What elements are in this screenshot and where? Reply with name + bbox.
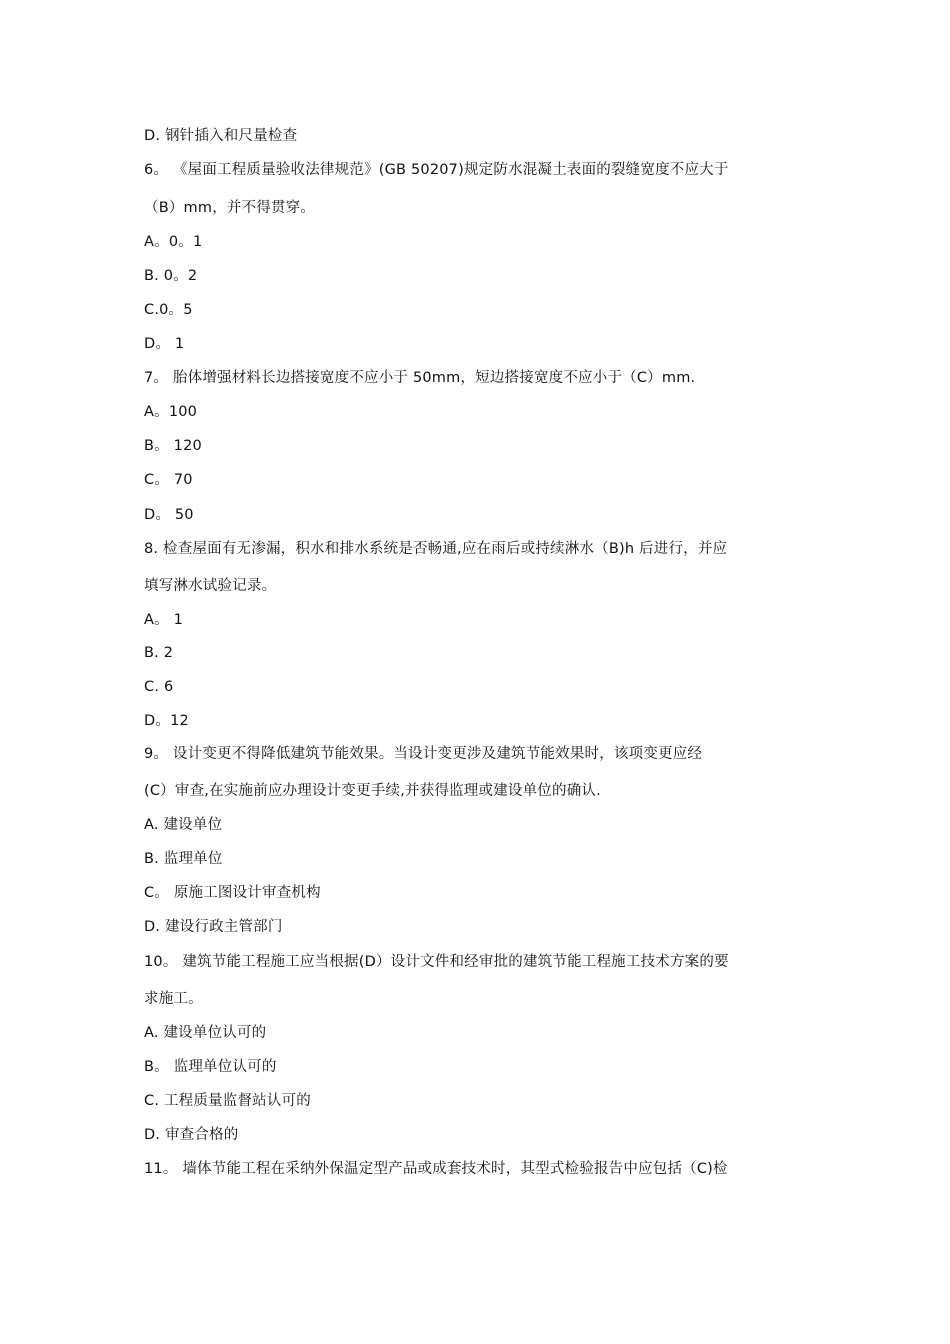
text-line-question-6-cont: （B）mm，并不得贯穿。 (144, 200, 316, 216)
text-line-option-a-q10: A. 建设单位认可的 (144, 1025, 267, 1041)
text-line-question-6: 6。 《屋面工程质量验收法律规范》(GB 50207)规定防水混凝土表面的裂缝宽度不应大于 (144, 162, 729, 178)
text-line-option-d-q10: D. 审查合格的 (144, 1127, 239, 1143)
text-line-question-8-cont: 填写淋水试验记录。 (144, 578, 277, 594)
text-line-option-a-q7: A。100 (144, 404, 198, 420)
text-line-question-7: 7。 胎体增强材料长边搭接宽度不应小于 50mm，短边搭接宽度不应小于（C）mm. (144, 370, 696, 386)
text-line-option-c-q9: C。 原施工图设计审查机构 (144, 885, 321, 901)
text-line-option-c-q8: C. 6 (144, 679, 174, 695)
text-line-option-d-q5: D. 钢针插入和尺量检查 (144, 128, 298, 144)
text-line-question-10-cont: 求施工。 (144, 991, 203, 1007)
text-line-option-b-q6: B. 0。2 (144, 268, 198, 284)
text-line-option-c-q6: C.0。5 (144, 302, 193, 318)
text-line-option-b-q10: B。 监理单位认可的 (144, 1059, 277, 1075)
text-line-question-11: 11。 墙体节能工程在采纳外保温定型产品或成套技术时，其型式检验报告中应包括（C)检 (144, 1161, 728, 1177)
text-line-question-8: 8. 检查屋面有无渗漏，积水和排水系统是否畅通,应在雨后或持续淋水（B)h 后进行，并应 (144, 541, 728, 557)
text-line-option-c-q10: C. 工程质量监督站认可的 (144, 1093, 311, 1109)
text-line-option-a-q6: A。0。1 (144, 234, 203, 250)
text-line-option-d-q9: D. 建设行政主管部门 (144, 919, 283, 935)
text-line-question-9: 9。 设计变更不得降低建筑节能效果。当设计变更涉及建筑节能效果时，该项变更应经 (144, 746, 703, 762)
text-line-option-c-q7: C。 70 (144, 472, 193, 488)
text-line-option-d-q6: D。 1 (144, 336, 185, 352)
text-line-option-a-q8: A。 1 (144, 612, 184, 628)
text-line-question-9-cont: (C）审查,在实施前应办理设计变更手续,并获得监理或建设单位的确认. (144, 783, 601, 799)
text-line-question-10: 10。 建筑节能工程施工应当根据(D）设计文件和经审批的建筑节能工程施工技术方案的要 (144, 954, 729, 970)
text-line-option-b-q8: B. 2 (144, 645, 174, 661)
text-line-option-b-q7: B。 120 (144, 438, 202, 454)
text-line-option-d-q7: D。 50 (144, 507, 194, 523)
text-line-option-a-q9: A. 建设单位 (144, 817, 223, 833)
text-line-option-b-q9: B. 监理单位 (144, 851, 223, 867)
text-line-option-d-q8: D。12 (144, 713, 189, 729)
